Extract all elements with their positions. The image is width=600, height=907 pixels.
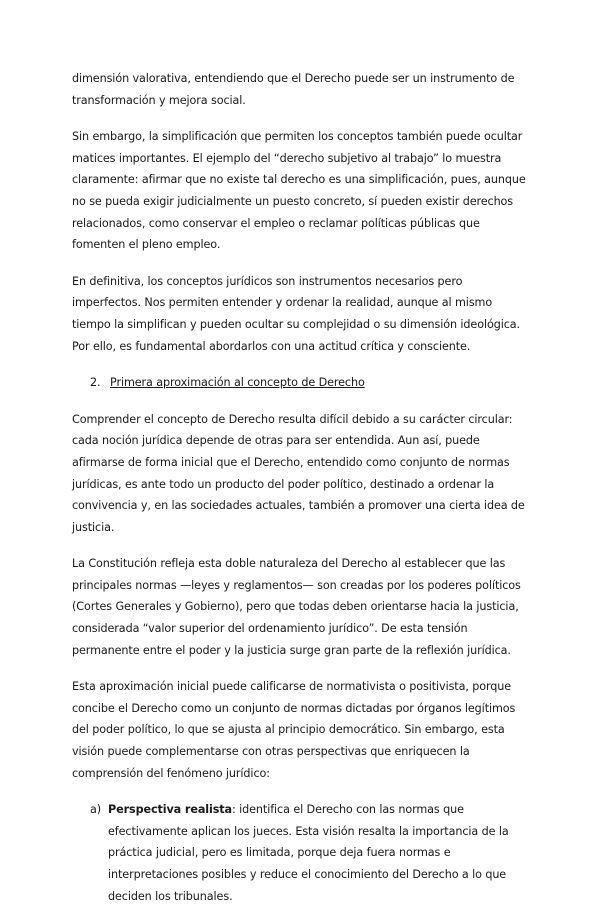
section-heading <box>90 372 530 394</box>
paragraph-valorative-dimension: dimensión valorativa, entendiendo que el Derecho puede ser un instrumento de transformación y mejora social. <box>72 72 515 107</box>
section-number: 2. <box>90 376 101 390</box>
paragraph-simplification: Sin embargo, la simplificación que permiten los conceptos también puede ocultar matices importantes. El ejemplo del “derecho subjetivo al trabajo” lo muestra claramente: afirmar que no existe tal derecho es una simplificación, pues, aunque no se pueda exigir judicialmente un puesto concreto, sí pueden existir derechos relacionados, como conservar el empleo o reclamar políticas públicas que fomenten el pleno empleo. <box>72 130 526 252</box>
document-body <box>72 68 530 907</box>
list-marker: a) <box>90 803 102 817</box>
list-item-realist-perspective <box>90 799 530 907</box>
paragraph-conclusion: En definitiva, los conceptos jurídicos son instrumentos necesarios pero imperfectos. Nos permiten entender y ordenar la realidad, aunque al mismo tiempo la simplifican y pueden ocultar su complejidad o su dimensión ideológica. Por ello, es fundamental abordarlos con una actitud crítica y consciente. <box>72 274 520 353</box>
paragraph-constitution: La Constitución refleja esta doble naturaleza del Derecho al establecer que las principales normas —leyes y reglamentos— son creadas por los poderes políticos (Cortes Generales y Gobierno), pero que todas deben orientarse hacia la justicia, considerada “valor superior del ordenamiento jurídico”. De esta tensión permanente entre el poder y la justicia surge gran parte de la reflexión jurídica. <box>72 557 521 657</box>
section-title: Primera aproximación al concepto de Derecho <box>110 376 365 390</box>
list-item-text: : identifica el Derecho con las normas que efectivamente aplican los jueces. Esta visión resalta la importancia de la práctica judicial, pero es limitada, porque deja fuera normas e interpretaciones posibles y reduce el conocimiento del Derecho a lo que deciden los tribunales. <box>108 803 509 903</box>
paragraph-concept-of-law: Comprender el concepto de Derecho resulta difícil debido a su carácter circular: cada noción jurídica depende de otras para ser entendida. Aun así, puede afirmarse de forma inicial que el Derecho, entendido como conjunto de normas jurídicas, es ante todo un producto del poder político, destinado a ordenar la convivencia y, en las sociedades actuales, también a promover una cierta idea de justicia. <box>72 412 525 534</box>
list-item-term: Perspectiva realista <box>108 803 232 817</box>
paragraph-normativist: Esta aproximación inicial puede calificarse de normativista o positivista, porque concibe el Derecho como un conjunto de normas dictadas por órganos legítimos del poder político, lo que se ajusta al principio democrático. Sin embargo, esta visión puede complementarse con otras perspectivas que enriquecen la comprensión del fenómeno jurídico: <box>72 680 516 780</box>
list-item-body <box>108 799 530 907</box>
